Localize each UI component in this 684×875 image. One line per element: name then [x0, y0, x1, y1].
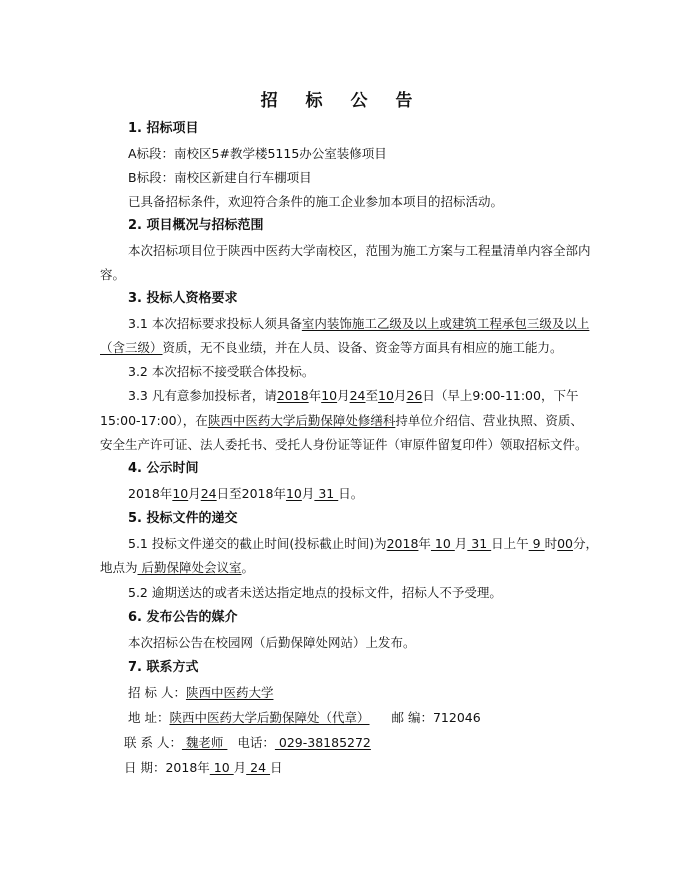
scope-line-1: 本次招标项目位于陕西中医药大学南校区，范围为施工方案与工程量清单内容全部内 — [128, 243, 591, 258]
pickup-docs: 持单位介绍信、营业执照、资质、 — [395, 413, 583, 428]
tenderer-label: 招 标 人： — [128, 685, 186, 700]
pickup-month-end: 10 — [378, 388, 394, 403]
date-line — [124, 759, 283, 776]
pickup-text: 月 — [337, 388, 350, 403]
deadline-year: 2018 — [386, 536, 419, 551]
publicity-period — [128, 485, 363, 502]
pickup-month-start: 10 — [321, 388, 338, 403]
deadline-text: 5.1 投标文件递交的截止时间(投标截止时间)为 — [128, 536, 387, 551]
qualification-line-1 — [128, 315, 589, 332]
qual-requirement: 室内装饰施工乙级及以上或建筑工程承包三级及以上 — [301, 316, 590, 331]
deadline-text: 时 — [544, 536, 558, 551]
contact-label: 联 系 人： — [124, 735, 182, 750]
section-2-heading: 2. 项目概况与招标范围 — [128, 218, 264, 233]
late-submission: 5.2 逾期送达的或者未送达指定地点的投标文件，招标人不予受理。 — [128, 585, 502, 600]
deadline-month: 10 — [430, 536, 455, 551]
address-label: 地 址： — [128, 710, 170, 725]
date-text: 日 — [270, 760, 283, 775]
period-text: 日。 — [338, 486, 364, 501]
period-day-start: 24 — [200, 486, 217, 501]
period-text: 日至2018年 — [216, 486, 286, 501]
pickup-day-start: 24 — [349, 388, 366, 403]
address-value: 陕西中医药大学后勤保障处（代章） — [169, 710, 370, 725]
section-1-heading: 1. 招标项目 — [128, 121, 199, 136]
pickup-text: 至 — [365, 388, 379, 403]
deadline-text: 分， — [573, 536, 599, 551]
pickup-time: 15:00-17:00），在 — [100, 413, 208, 428]
contact-value: 魏老师 — [181, 735, 228, 750]
period-text: 月 — [301, 486, 315, 501]
deadline-text: 月 — [454, 536, 468, 551]
tenderer-value: 陕西中医药大学 — [185, 685, 274, 700]
pickup-office: 陕西中医药大学后勤保障处修缮科 — [207, 413, 396, 428]
pickup-text: 年 — [308, 388, 322, 403]
media-text: 本次招标公告在校园网（后勤保障处网站）上发布。 — [128, 635, 416, 650]
section-4-heading: 4. 公示时间 — [128, 461, 199, 476]
contact-line — [124, 734, 371, 751]
period-month-start: 10 — [172, 486, 189, 501]
date-text: 月 — [233, 760, 247, 775]
page-title: 招 标 公 告 — [260, 91, 424, 111]
period-text: 月 — [188, 486, 201, 501]
section-7-heading: 7. 联系方式 — [128, 660, 199, 675]
location-line — [100, 559, 254, 576]
date-year: 2018 — [165, 760, 198, 775]
pickup-text: 3.3 凡有意参加投标者，请 — [128, 388, 277, 403]
pickup-line-1 — [128, 387, 578, 404]
address-line — [128, 709, 481, 726]
qualification-line-2 — [100, 339, 563, 356]
qual-suffix: 资质，无不良业绩，并在人员、设备、资金等方面具有相应的施工能力。 — [162, 340, 563, 355]
location-end: 。 — [241, 560, 255, 575]
section-3-heading: 3. 投标人资格要求 — [128, 291, 238, 306]
no-consortium: 3.2 本次招标不接受联合体投标。 — [128, 364, 315, 379]
date-day: 24 — [246, 760, 271, 775]
location-label: 地点为 — [100, 560, 138, 575]
section-5-heading: 5. 投标文件的递交 — [128, 511, 238, 526]
qual-prefix: 3.1 本次招标要求投标人须具备 — [128, 316, 302, 331]
scope-line-2: 容。 — [100, 267, 126, 282]
qual-level: （含三级） — [100, 340, 163, 355]
pickup-line-3: 安全生产许可证、法人委托书、受托人身份证等证件（审原件留复印件）领取招标文件。 — [100, 437, 588, 452]
deadline-line — [128, 535, 598, 552]
lot-a: A标段：南校区5#教学楼5115办公室装修项目 — [128, 146, 387, 161]
location-value: 后勤保障处会议室 — [137, 560, 242, 575]
zip-label: 邮 编： — [391, 710, 433, 725]
deadline-day: 31 — [467, 536, 492, 551]
section-6-heading: 6. 发布公告的媒介 — [128, 610, 238, 625]
deadline-hour: 9 — [528, 536, 545, 551]
lot-b: B标段：南校区新建自行车棚项目 — [128, 170, 312, 185]
pickup-day-end: 26 — [406, 388, 423, 403]
deadline-text: 日上午 — [491, 536, 529, 551]
pickup-line-2 — [100, 412, 583, 429]
pickup-text: 日（早上9:00-11:00，下午 — [422, 388, 579, 403]
zip-value: 712046 — [432, 710, 481, 725]
period-text: 2018年 — [128, 486, 173, 501]
date-label: 日 期： — [124, 760, 166, 775]
pickup-text: 月 — [393, 388, 407, 403]
deadline-text: 年 — [418, 536, 431, 551]
date-text: 年 — [197, 760, 210, 775]
date-month: 10 — [209, 760, 234, 775]
invite-text: 已具备招标条件，欢迎符合条件的施工企业参加本项目的招标活动。 — [128, 194, 504, 209]
phone-label: 电话： — [237, 735, 275, 750]
pickup-year: 2018 — [276, 388, 309, 403]
period-month-end: 10 — [285, 486, 302, 501]
phone-value: 029-38185272 — [274, 735, 371, 750]
tenderer-line — [128, 684, 273, 701]
period-day-end: 31 — [314, 486, 339, 501]
deadline-minute: 00 — [557, 536, 574, 551]
